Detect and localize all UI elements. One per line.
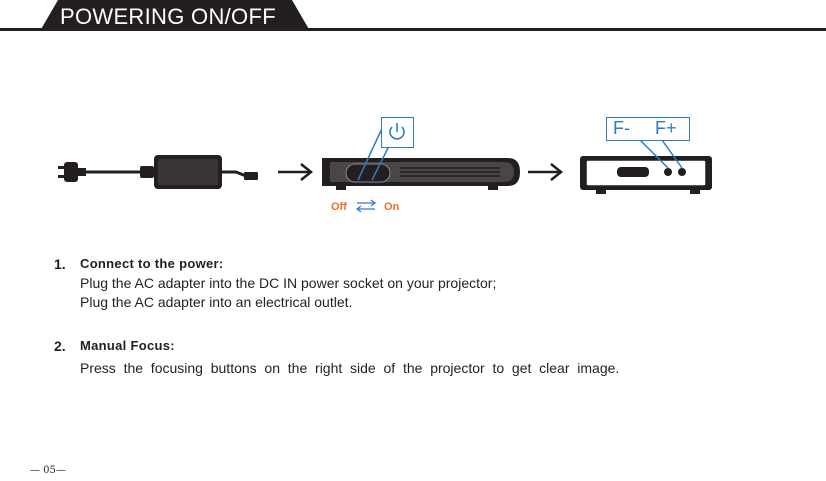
ac-adapter-icon bbox=[154, 155, 222, 189]
projector-rear-view bbox=[580, 156, 712, 194]
arrow-right-icon bbox=[528, 164, 561, 180]
step-text-line: Plug the AC adapter into the DC IN power socket on your projector; bbox=[80, 275, 497, 291]
off-label: Off bbox=[331, 201, 347, 213]
page-title: POWERING ON/OFF bbox=[60, 4, 276, 29]
toggle-arrows-icon bbox=[355, 199, 377, 213]
step-title: Connect to the power: bbox=[80, 256, 224, 271]
step-text-line: Press the focusing buttons on the right side of the projector to get clear image. bbox=[80, 360, 620, 376]
step-text-line: Plug the AC adapter into an electrical outlet. bbox=[80, 294, 353, 310]
setup-illustration bbox=[0, 90, 826, 230]
focus-minus-label: F- bbox=[613, 118, 630, 138]
power-button-callout bbox=[381, 117, 414, 148]
step-number: 2. bbox=[54, 338, 66, 354]
focus-plus-label: F+ bbox=[655, 118, 677, 138]
ac-plug-icon bbox=[58, 162, 86, 182]
arrow-right-icon bbox=[278, 164, 311, 180]
step-number: 1. bbox=[54, 256, 66, 272]
projector-side-view bbox=[322, 158, 520, 190]
step-title: Manual Focus: bbox=[80, 338, 175, 353]
on-label: On bbox=[384, 201, 400, 213]
page-number: — 05— bbox=[30, 465, 66, 476]
power-icon bbox=[382, 118, 412, 146]
section-header bbox=[0, 0, 826, 40]
